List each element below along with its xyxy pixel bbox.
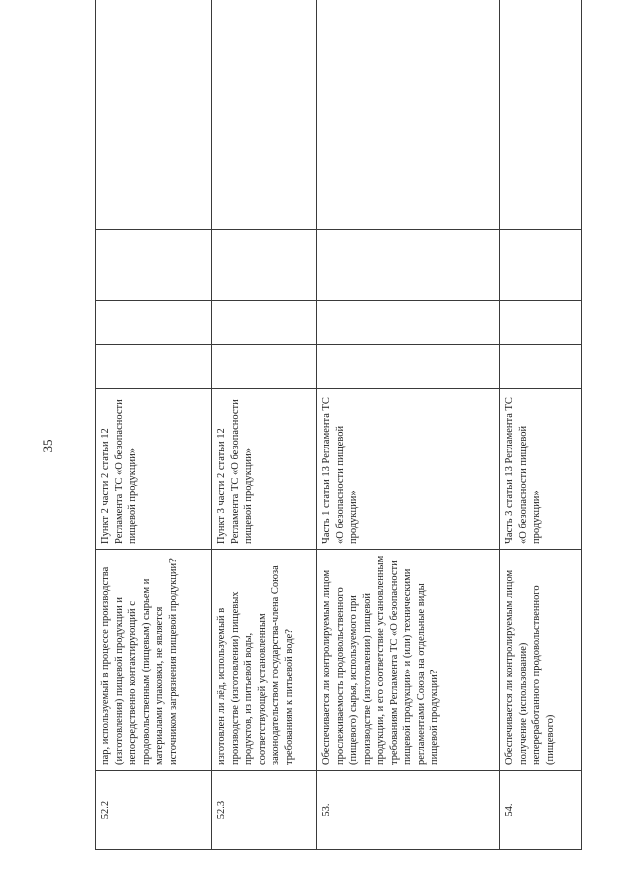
answer-cell xyxy=(317,301,500,345)
page-number: 35 xyxy=(40,439,55,453)
table-row xyxy=(500,0,582,850)
reference-cell: Пункт 2 части 2 статьи 12 Регламента ТС «О безопасности пищевой продукции» xyxy=(96,389,212,550)
answer-cell xyxy=(500,230,582,301)
checklist-table xyxy=(95,0,582,850)
reference-cell: Часть 1 статьи 13 Регламента ТС «О безопасности пищевой продукции» xyxy=(317,389,500,550)
answer-cell xyxy=(96,301,212,345)
answer-cell xyxy=(212,301,317,345)
table-row xyxy=(317,0,500,850)
item-number: 54. xyxy=(500,771,582,850)
reference-cell: Часть 3 статьи 13 Регламента ТС «О безопасности пищевой продукции» xyxy=(500,389,582,550)
note-cell xyxy=(500,0,582,230)
table-row xyxy=(212,0,317,850)
checklist-table-rotated xyxy=(95,77,581,850)
answer-cell xyxy=(500,345,582,389)
question-cell: Обеспечивается ли контролируемым лицом прослеживаемость продовольственного (пищевого) сырья, используемого при производстве (изготовлении) пищевой продукции, и его соответствие установленным требованиям Регламента ТС «О безопасности пищевой продукции» и (или) техническими регламентами Союза на отдельные виды пищевой продукции? xyxy=(317,550,500,771)
note-cell xyxy=(96,0,212,230)
question-cell: изготовлен ли лёд, используемый в производстве (изготовлении) пищевых продуктов, из питьевой воды, соответствующей установленным законодательством государства-члена Союза требованиям к питьевой воде? xyxy=(212,550,317,771)
note-cell xyxy=(212,0,317,230)
question-cell: Обеспечивается ли контролируемым лицом получение (использование) непереработанного продовольственного (пищевого) xyxy=(500,550,582,771)
table-row xyxy=(96,0,212,850)
answer-cell xyxy=(317,230,500,301)
note-cell xyxy=(317,0,500,230)
item-number: 53. xyxy=(317,771,500,850)
answer-cell xyxy=(212,345,317,389)
answer-cell xyxy=(500,301,582,345)
answer-cell xyxy=(212,230,317,301)
item-number: 52.3 xyxy=(212,771,317,850)
answer-cell xyxy=(96,345,212,389)
reference-cell: Пункт 3 части 2 статьи 12 Регламента ТС «О безопасности пищевой продукции» xyxy=(212,389,317,550)
item-number: 52.2 xyxy=(96,771,212,850)
answer-cell xyxy=(317,345,500,389)
answer-cell xyxy=(96,230,212,301)
question-cell: пар, используемый в процессе производства (изготовления) пищевой продукции и непосредственно контактирующий с продовольственным (пищевым) сырьем и материалами упаковки, не является источником загрязнения пищевой продукции? xyxy=(96,550,212,771)
